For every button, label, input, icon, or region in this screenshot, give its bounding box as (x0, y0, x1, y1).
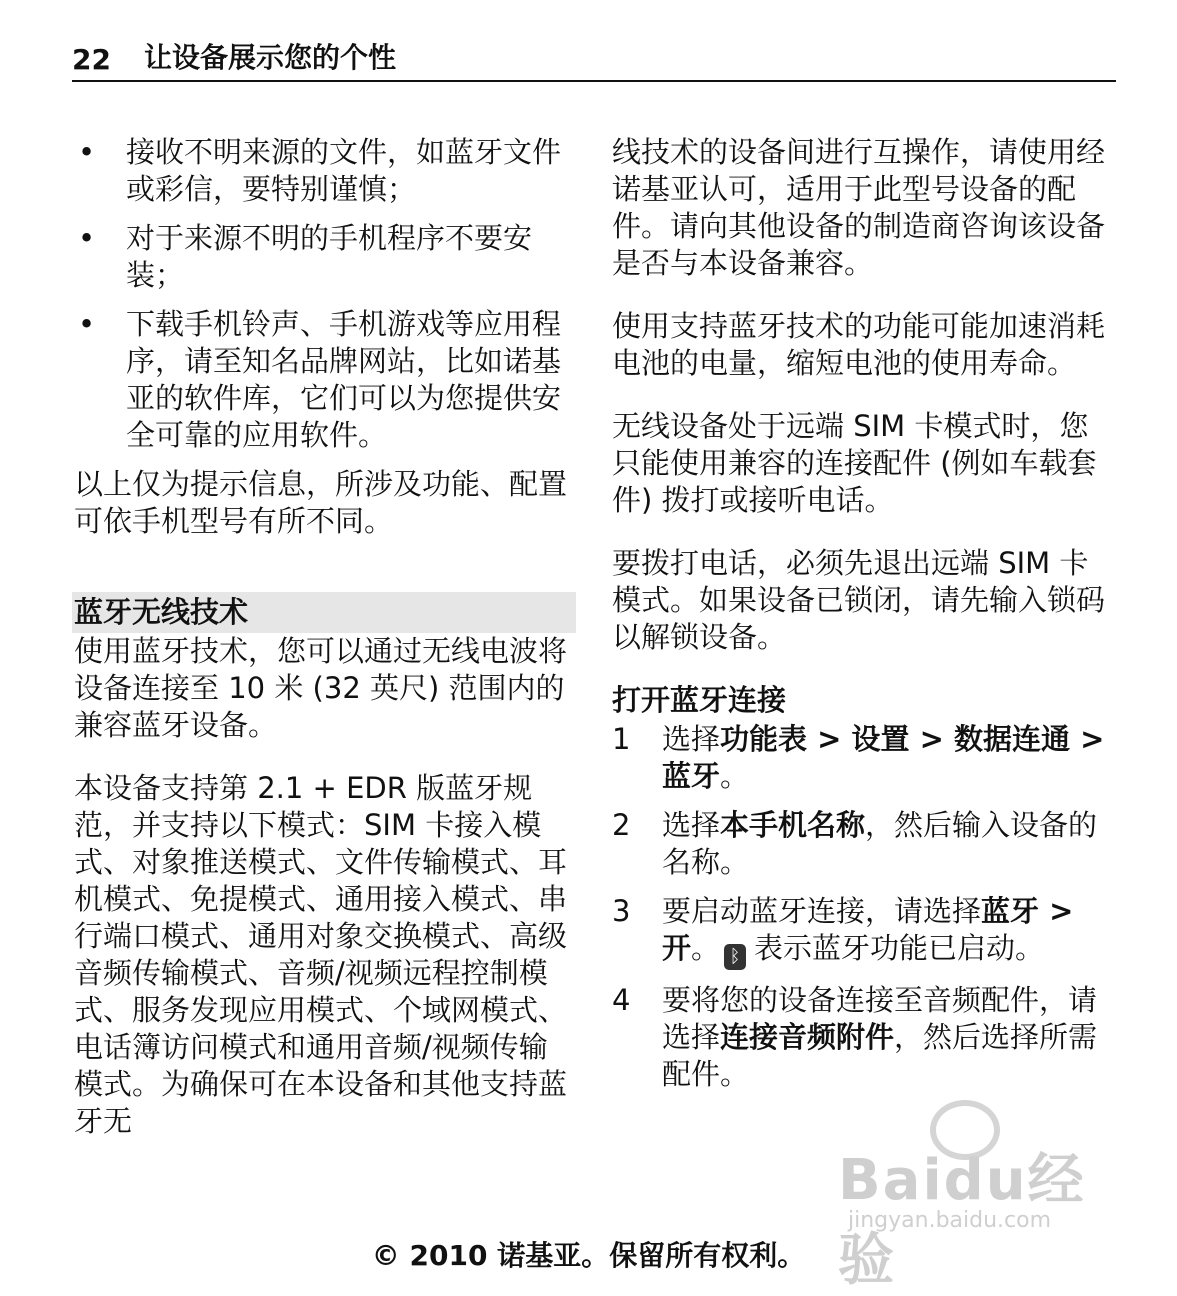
copyright-footer: © 2010 诺基亚。保留所有权利。 (371, 1239, 806, 1272)
step-number: 3 (612, 894, 631, 928)
menu-term: 设置 (851, 722, 910, 756)
subheading: 打开蓝牙连接 (612, 683, 787, 717)
exit-sim-paragraph: 要拨打电话，必须先退出远端 SIM 卡模式。如果设备已锁闭，请先输入锁码以解锁设备。 (612, 546, 1106, 654)
list-item: • 下载手机铃声、手机游戏等应用程序，请至知名品牌网站，比如诺基亚的软件库，它们可以为您提供安全可靠的应用软件。 (78, 307, 562, 452)
step-item: 1 选择功能表 > 设置 > 数据连通 > 蓝牙。 (612, 722, 1105, 793)
list-item: • 对于来源不明的手机程序不要安装； (78, 221, 533, 292)
list-item: • 接收不明来源的文件，如蓝牙文件或彩信，要特别谨慎； (78, 135, 562, 206)
battery-paragraph: 使用支持蓝牙技术的功能可能加速消耗电池的电量，缩短电池的使用寿命。 (612, 309, 1106, 380)
note-paragraph: 以上仅为提示信息，所涉及功能、配置可依手机型号有所不同。 (74, 467, 568, 538)
spec-paragraph: 本设备支持第 2.1 + EDR 版蓝牙规范，并支持以下模式：SIM 卡接入模式、对象推送模式、文件传输模式、耳机模式、免提模式、通用接入模式、串行端口模式、通用对象交换模式、高级音频传输模式、音频/视频远程控制模式、服务发现应用模式、个域网模式、电话簿访问模式和通用音频/视频传输模式。为确保可在本设备和其他支持蓝牙无 (74, 771, 568, 1138)
step-number: 2 (612, 808, 631, 842)
step-item: 3 要启动蓝牙连接，请选择蓝牙 > 开。 ᛒ 表示蓝牙功能已启动。 (612, 893, 1112, 970)
step-number: 1 (612, 722, 631, 756)
menu-term: 功能表 (720, 722, 808, 756)
watermark (838, 1100, 1108, 1293)
bluetooth-icon: ᛒ (724, 944, 746, 970)
menu-term: 数据连通 (954, 722, 1071, 756)
bullet-icon: • (78, 135, 96, 169)
menu-term: 蓝牙 (662, 759, 721, 793)
watermark-url: jingyan.baidu.com (848, 1208, 1052, 1233)
chapter-title: 让设备展示您的个性 (144, 41, 397, 74)
continued-paragraph: 线技术的设备间进行互操作，请使用经诺基亚认可，适用于此型号设备的配件。请向其他设备的制造商咨询该设备是否与本设备兼容。 (612, 135, 1106, 280)
step-item: 2 选择本手机名称，然后输入设备的名称。 (612, 808, 1098, 879)
intro-paragraph: 使用蓝牙技术，您可以通过无线电波将设备连接至 10 米 (32 英尺) 范围内的兼容蓝牙设备。 (74, 634, 568, 742)
menu-term: 连接音频附件 (720, 1020, 895, 1054)
left-column (74, 134, 574, 1166)
bullet-icon: • (78, 307, 96, 341)
right-column (612, 134, 1112, 1105)
menu-term: 本手机名称 (720, 808, 866, 842)
watermark-brand: Baidu经验 (838, 1148, 1086, 1293)
page-number: 22 (72, 43, 111, 76)
step-item: 4 要将您的设备连接至音频配件，请选择连接音频附件，然后选择所需配件。 (612, 983, 1098, 1091)
sim-paragraph: 无线设备处于远端 SIM 卡模式时，您只能使用兼容的连接配件 (例如车载套件) 拨打或接听电话。 (612, 409, 1097, 517)
menu-term: 开 (662, 931, 692, 965)
menu-term: 蓝牙 (981, 894, 1040, 928)
tips-list (74, 134, 574, 454)
page-header (72, 38, 1116, 82)
section-title: 蓝牙无线技术 (72, 592, 576, 633)
bullet-icon: • (78, 221, 96, 255)
step-number: 4 (612, 983, 631, 1017)
steps-list (612, 721, 1112, 1093)
